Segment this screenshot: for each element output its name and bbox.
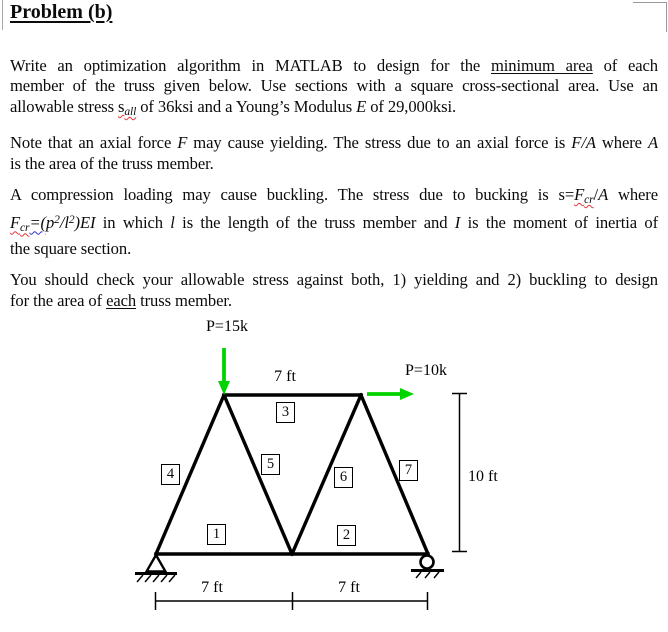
text-line: allowable stress $s_{all}$ of 36ksi and a Young’s Modulus E of 29,000ksi. [10, 96, 457, 118]
text-line: Note that an axial force F may cause yielding. The stress due to an axial force is F/A where A [10, 133, 658, 153]
text-line: member of the truss given below. Use sections with a square cross-sectional area. Use an [10, 76, 658, 96]
member-label-3: 3 [276, 402, 295, 423]
text-line: You should check your allowable stress against both, 1) yielding and 2) buckling to design [10, 270, 658, 290]
text-line: the square section. [10, 238, 132, 258]
load-arrows [218, 348, 414, 400]
roller-circle [421, 556, 434, 569]
dim-label-bottom-right: 7 ft [338, 579, 360, 596]
load-arrow-right-head [400, 388, 414, 400]
pin-triangle [147, 555, 166, 572]
text-line: $F_{cr}=(p^2/l^2)EI$ in which l is the length of the truss member and I is the moment of inertia of [10, 213, 658, 235]
member-label-5: 5 [261, 454, 280, 475]
text-line: for the area of each truss member. [10, 290, 232, 310]
text-line: is the area of the truss member. [10, 153, 214, 173]
member-label-1: 1 [207, 524, 226, 545]
underlined-phrase: minimum area [490, 56, 593, 75]
load-label-right: P=10k [405, 362, 447, 379]
page-title: Problem (b) [10, 1, 113, 23]
member-label-7: 7 [399, 460, 418, 481]
pin-support [135, 555, 177, 582]
member-label-2: 2 [337, 525, 356, 546]
load-label-top: P=15k [206, 318, 248, 335]
roller-hatching [416, 572, 439, 578]
member-label-6: 6 [334, 467, 353, 488]
roller-support [411, 556, 444, 579]
underlined-phrase: each [106, 290, 137, 310]
load-arrow-down-head [218, 381, 230, 395]
text-line: Write an optimization algorithm in MATLAB to design for the minimum area of each [10, 56, 658, 75]
text-line: A compression loading may cause buckling. The stress due to bucking is $s=F_{cr}/A$ where [10, 185, 659, 207]
pin-hatching [137, 575, 175, 582]
dimension-lines [156, 394, 468, 611]
dim-label-top-span: 7 ft [274, 368, 296, 385]
dim-label-bottom-left: 7 ft [201, 579, 223, 596]
member-label-4: 4 [161, 464, 180, 485]
dim-label-height: 10 ft [468, 468, 498, 485]
